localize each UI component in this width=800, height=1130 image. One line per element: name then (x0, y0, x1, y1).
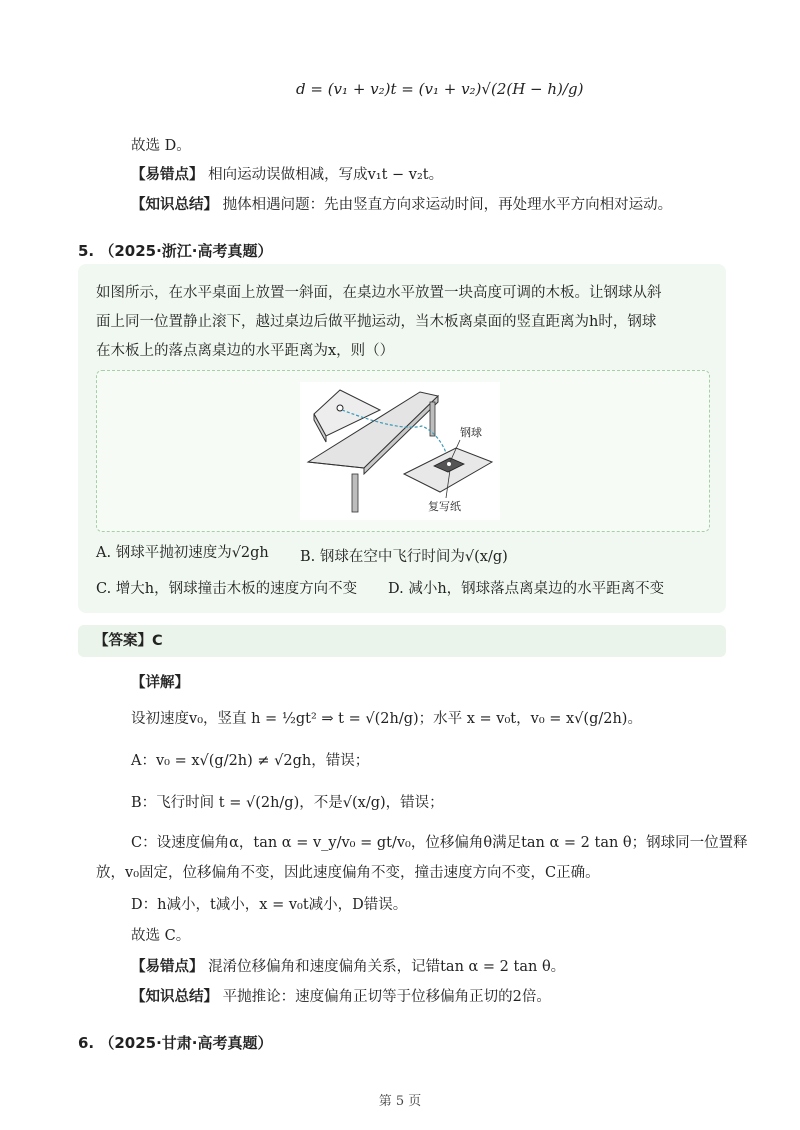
explain-line-5: D：h减小，t减小，x = v₀t减小，D错误。 (131, 897, 408, 913)
prev-summary (131, 194, 672, 216)
explain-mistake-text: 混淆位移偏角和速度偏角关系，记错tan α = 2 tan θ。 (208, 959, 566, 975)
explain-mistake-tag: 【易错点】 (131, 959, 204, 975)
answer-label: 【答案】C (94, 633, 163, 649)
figure-label-ball: 钢球 (460, 426, 482, 439)
explain-line-4a: C：设速度偏角α，tan α = v_y/v₀ = gt/v₀，位移偏角θ满足tan α = 2 tan θ；钢球同一位置释 (131, 835, 748, 851)
option-d[interactable]: D. 减小h，钢球落点离桌边的水平距离不变 (388, 581, 665, 597)
option-b[interactable]: B. 钢球在空中飞行时间为√(x/g) (300, 549, 508, 565)
explain-line-2: A：v₀ = x√(g/2h) ≠ √2gh，错误； (131, 753, 370, 769)
explain-line-3: B：飞行时间 t = √(2h/g)，不是√(x/g)，错误； (131, 795, 444, 811)
answer-bar (78, 625, 726, 657)
explain-line-1: 设初速度v₀，竖直 h = ½gt² ⇒ t = √(2h/g)；水平 x = v₀t，v₀ = x√(g/2h)。 (131, 711, 642, 727)
figure-diagram (300, 382, 500, 520)
figure-label-paper: 复写纸 (428, 500, 461, 513)
prev-summary-tag: 【知识总结】 (131, 197, 218, 213)
option-a[interactable]: A. 钢球平抛初速度为√2gh (96, 545, 269, 561)
prev-choose: 故选 D。 (131, 138, 191, 154)
explain-line-4b: 放，v₀固定，位移偏角不变，因此速度偏角不变，撞击速度方向不变，C正确。 (96, 865, 600, 881)
q5-heading: 5. （2025·浙江·高考真题） (78, 242, 273, 260)
q5-stem-line-2: 面上同一位置静止滚下，越过桌边后做平抛运动，当木板离桌面的竖直距离为h时，钢球 (96, 314, 657, 330)
explain-mistake (131, 956, 565, 978)
q6-heading: 6. （2025·甘肃·高考真题） (78, 1034, 273, 1052)
explain-summary (131, 986, 551, 1008)
prev-mistake (131, 164, 443, 186)
option-c[interactable]: C. 增大h，钢球撞击木板的速度方向不变 (96, 581, 358, 597)
q5-stem-line-1: 如图所示，在水平桌面上放置一斜面，在桌边水平放置一块高度可调的木板。让钢球从斜 (96, 285, 662, 301)
prev-mistake-tag: 【易错点】 (131, 167, 204, 183)
top-formula-text: d = (v₁ + v₂)t = (v₁ + v₂)√(2(H − h)/g) (296, 80, 584, 98)
q5-stem-line-3: 在木板上的落点离桌边的水平距离为x，则（） (96, 343, 395, 359)
explain-summary-tag: 【知识总结】 (131, 989, 218, 1005)
page-number: 第 5 页 (378, 1094, 422, 1109)
top-formula (296, 78, 583, 100)
explain-summary-text: 平抛推论：速度偏角正切等于位移偏角正切的2倍。 (222, 989, 551, 1005)
prev-summary-text: 抛体相遇问题：先由竖直方向求运动时间，再处理水平方向相对运动。 (222, 197, 673, 213)
explain-choose: 故选 C。 (131, 928, 191, 944)
prev-mistake-text: 相向运动误做相减，写成v₁t − v₂t。 (208, 167, 444, 183)
explain-tag: 【详解】 (131, 675, 189, 691)
